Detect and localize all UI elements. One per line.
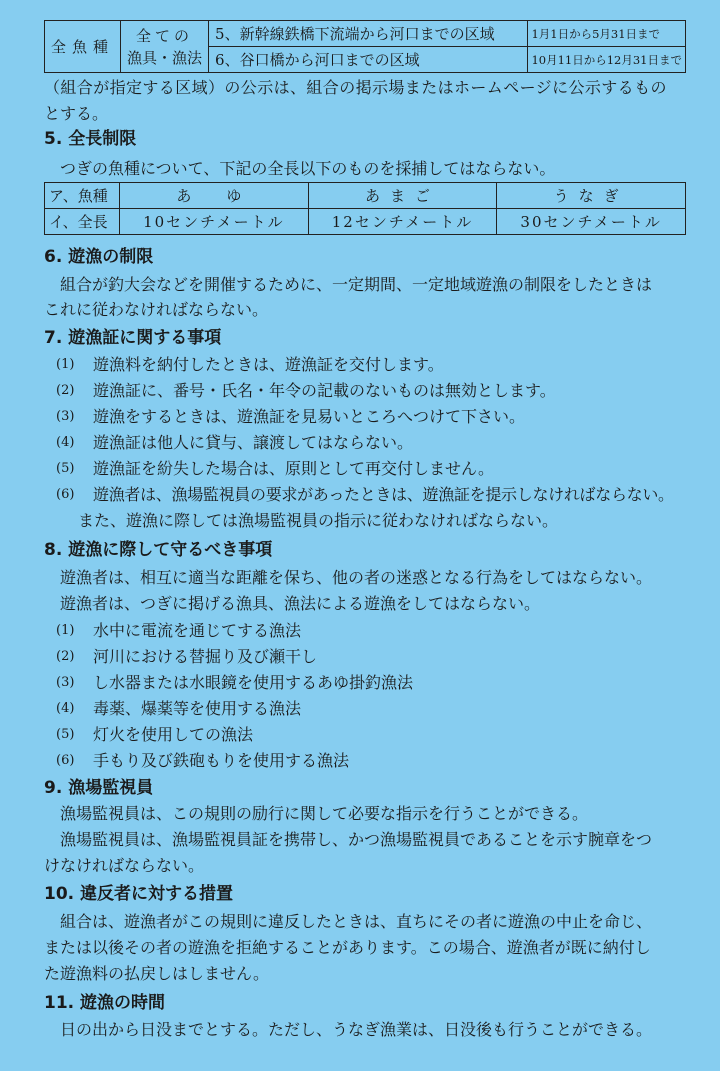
notice-line-2: とする。 [44,104,109,123]
list-number: (4) [56,701,75,716]
area-cell: 6、谷口橋から河口までの区域 [209,47,528,73]
table-row [45,183,686,209]
list-number: (4) [56,435,75,450]
list-number: (1) [56,357,75,372]
table-cell: あ ゆ [120,183,309,209]
section-10-title: 10. 違反者に対する措置 [44,884,234,904]
list-number: (5) [56,461,75,476]
list-number: (3) [56,409,75,424]
list-item: 手もり及び鉄砲もりを使用する漁法 [93,751,350,770]
list-item: 遊漁証を紛失した場合は、原則として再交付しません。 [93,459,494,478]
period-cell: 10月11日から12月31日まで [528,47,686,73]
table-cell: うなぎ [497,183,686,209]
table-cell: 10センチメートル [120,209,309,235]
section-5-title: 5. 全長制限 [44,129,137,149]
list-number: (2) [56,649,75,664]
length-limit-table [44,182,686,235]
table-cell: ア、魚種 [45,183,120,209]
area-period-table [44,20,686,73]
section-9-title: 9. 漁場監視員 [44,778,154,798]
list-item: 灯火を使用しての漁法 [93,725,254,744]
section-10-line-2: または以後その者の遊漁を拒絶することがあります。この場合、遊漁者が既に納付し [44,938,651,957]
list-number: (2) [56,383,75,398]
list-number: (3) [56,675,75,690]
gear-cell [121,21,209,73]
section-10-line-1: 組合は、遊漁者がこの規則に違反したときは、直ちにその者に遊漁の中止を命じ、 [60,912,653,931]
table-cell: 30センチメートル [497,209,686,235]
table-cell: あまご [308,183,497,209]
section-11-line-1: 日の出から日没までとする。ただし、うなぎ漁業は、日没後も行うことができる。 [60,1020,653,1039]
list-item: 水中に電流を通じてする漁法 [93,621,302,640]
list-item: 遊漁料を納付したときは、遊漁証を交付します。 [93,355,444,374]
section-6-line-2: これに従わなければならない。 [44,300,269,319]
list-item: 遊漁証は他人に貸与、譲渡してはならない。 [93,433,414,452]
table-row [45,21,686,47]
section-9-line-2: 漁場監視員は、漁場監視員証を携帯し、かつ漁場監視員であることを示す腕章をつ [60,830,653,849]
section-8-title: 8. 遊漁に際して守るべき事項 [44,540,273,560]
list-item: 毒薬、爆薬等を使用する漁法 [93,699,302,718]
table-cell: 12センチメートル [308,209,497,235]
list-number: (1) [56,623,75,638]
notice-line-1: （組合が指定する区域）の公示は、組合の掲示場またはホームページに公示するもの [44,78,667,97]
section-7-continuation: また、遊漁に際しては漁場監視員の指示に従わなければならない。 [78,511,559,530]
species-cell: 全魚種 [45,21,121,73]
section-8-line-1: 遊漁者は、相互に適当な距離を保ち、他の者の迷惑となる行為をしてはならない。 [60,568,653,587]
section-9-line-3: けなければならない。 [44,856,205,875]
list-item: 遊漁者は、漁場監視員の要求があったときは、遊漁証を提示しなければならない。 [93,485,674,504]
list-item: 遊漁証に、番号・氏名・年令の記載のないものは無効とします。 [93,381,556,400]
section-6-line-1: 組合が釣大会などを開催するために、一定期間、一定地域遊漁の制限をしたときは [60,275,653,294]
table-row [45,209,686,235]
list-item: 遊漁をするときは、遊漁証を見易いところへつけて下さい。 [93,407,526,426]
gear-line-1: 全ての [136,26,194,45]
section-9-line-1: 漁場監視員は、この規則の励行に関して必要な指示を行うことができる。 [60,804,589,823]
section-7-title: 7. 遊漁証に関する事項 [44,328,222,348]
table-cell: イ、全長 [45,209,120,235]
list-number: (6) [56,753,75,768]
section-11-title: 11. 遊漁の時間 [44,993,166,1013]
section-8-line-2: 遊漁者は、つぎに掲げる漁具、漁法による遊漁をしてはならない。 [60,594,541,613]
list-number: (6) [56,487,75,502]
section-6-title: 6. 遊漁の制限 [44,247,154,267]
gear-line-2: 漁具・漁法 [127,48,203,67]
list-number: (5) [56,727,75,742]
period-cell: 1月1日から5月31日まで [528,21,686,47]
section-5-intro: つぎの魚種について、下記の全長以下のものを採捕してはならない。 [60,159,556,178]
area-cell: 5、新幹線鉄橋下流端から河口までの区域 [209,21,528,47]
list-item: し水器または水眼鏡を使用するあゆ掛釣漁法 [93,673,414,692]
section-10-line-3: た遊漁料の払戻しはしません。 [44,964,269,983]
list-item: 河川における替掘り及び瀬干し [93,647,318,666]
